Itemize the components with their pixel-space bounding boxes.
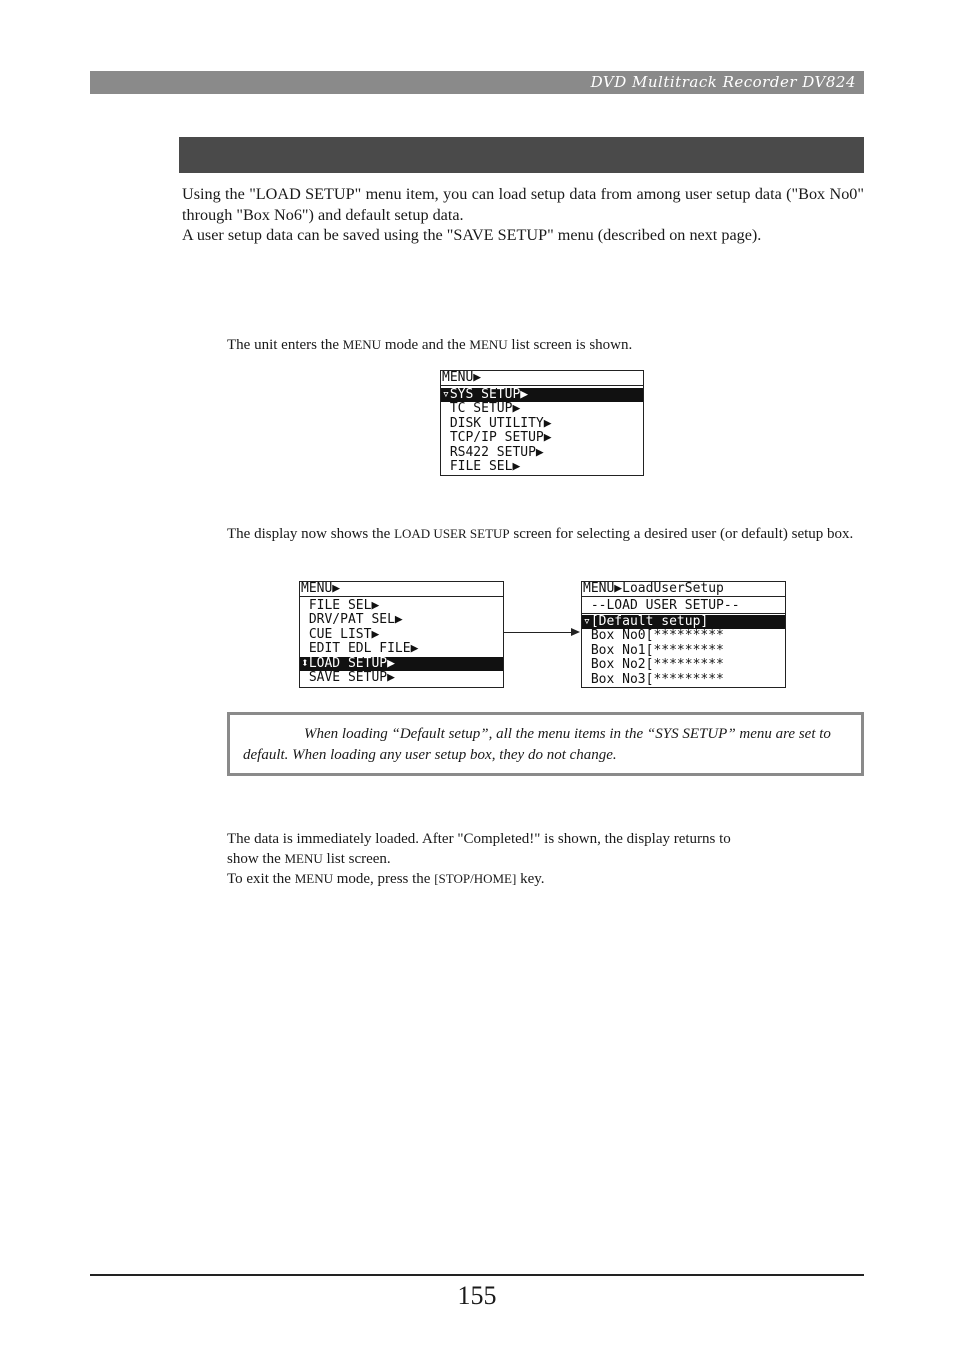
lcd-row: RS422 SETUP▶: [442, 444, 544, 460]
lcd-row: SAVE SETUP▶: [301, 670, 395, 685]
page-number: 155: [457, 1281, 497, 1310]
lcd-row: Box No2[*********: [583, 657, 724, 673]
step-2-description: [227, 524, 864, 544]
lcd-title: MENU▶: [441, 371, 643, 386]
intro-paragraph-1: Using the "LOAD SETUP" menu item, you can load setup data from among user setup data ("Box No0" through "Box No6") and default setup data.: [182, 185, 864, 224]
step-3-text: mode, press the: [332, 871, 435, 887]
key-name: [STOP/HOME]: [434, 871, 517, 886]
section-title-bar: [179, 137, 864, 173]
header-bar: [90, 71, 864, 94]
lcd-row: FILE SEL▶: [442, 459, 521, 474]
lcd-row: DISK UTILITY▶: [442, 415, 552, 431]
arrow-right-icon: [571, 628, 580, 636]
lcd-row: FILE SEL▶: [301, 598, 380, 613]
step-1-text: The unit enters the: [227, 337, 343, 353]
arrow-line: [503, 632, 573, 633]
lcd-load-user-setup: [581, 581, 786, 688]
step-3-line-2: [227, 849, 864, 869]
lcd-title: MENU▶: [300, 582, 503, 597]
note-box: [227, 712, 864, 776]
menu-term: MENU: [342, 337, 382, 352]
lcd-row: Box No3[*********: [583, 671, 724, 687]
step-3-description: [227, 830, 864, 889]
lcd-subtitle: --LOAD USER SETUP--: [582, 599, 785, 614]
step-3-text: list screen.: [322, 851, 391, 867]
lcd-menu-screen: [440, 370, 644, 476]
lcd-row: TCP/IP SETUP▶: [442, 430, 552, 446]
intro-paragraph-2: A user setup data can be saved using the "SAVE SETUP" menu (described on next page).: [182, 226, 762, 244]
intro-text: [182, 184, 864, 246]
step-2-text: The display now shows the: [227, 526, 395, 542]
lcd-row: ▿SYS SETUP▶: [441, 388, 643, 402]
step-3-text: To exit the: [227, 871, 295, 887]
lcd-row: TC SETUP▶: [442, 401, 521, 417]
lcd-row: DRV/PAT SEL▶: [301, 612, 403, 628]
step-3-text: key.: [516, 871, 545, 887]
lcd-row: Box No1[*********: [583, 642, 724, 658]
step-3-line-1: The data is immediately loaded. After "Completed!" is shown, the display returns to: [227, 831, 731, 847]
note-text: When loading “Default setup”, all the menu items in the “SYS SETUP” menu are set to default. When loading any user setup box, they do not change.: [243, 726, 831, 763]
footer-rule: [90, 1274, 864, 1276]
step-1-text: list screen is shown.: [507, 337, 633, 353]
screen-term: LOAD USER SETUP: [394, 526, 510, 541]
step-3-line-3: [227, 869, 864, 889]
menu-term: MENU: [284, 851, 323, 866]
lcd-row: ▿[Default setup]: [582, 615, 785, 629]
lcd-menu-load-selected: [299, 581, 504, 688]
lcd-row: ⬍LOAD SETUP▶: [300, 657, 503, 671]
menu-term: MENU: [469, 337, 508, 352]
step-1-description: [227, 335, 864, 355]
header-title: DVD Multitrack Recorder DV824: [590, 73, 856, 91]
lcd-row: Box No0[*********: [583, 628, 724, 644]
step-3-text: show the: [227, 851, 285, 867]
lcd-row: EDIT EDL FILE▶: [301, 641, 419, 657]
lcd-title: MENU▶LoadUserSetup: [582, 582, 785, 597]
lcd-row: CUE LIST▶: [301, 626, 380, 642]
step-2-text: screen for selecting a desired user (or default) setup box.: [509, 526, 854, 542]
menu-term: MENU: [294, 871, 333, 886]
step-1-text: mode and the: [381, 337, 470, 353]
